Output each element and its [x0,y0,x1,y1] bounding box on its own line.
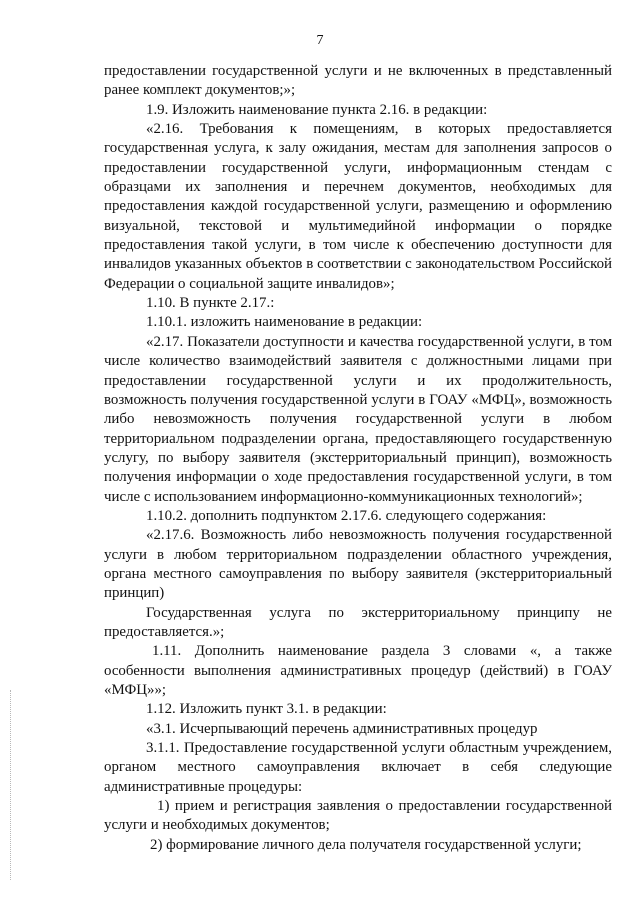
paragraph-1-11: 1.11. Дополнить наименование раздела 3 словами «, а также особенности выполнения административных процедур (действий) в ГОАУ «МФЦ»»; [104,643,612,698]
paragraph-1-10: 1.10. В пункте 2.17.: [146,295,275,312]
paragraph-1-12: 1.12. Изложить пункт 3.1. в редакции: [146,701,387,718]
paragraph-1-9: 1.9. Изложить наименование пункта 2.16. в редакции: [146,101,488,118]
paragraph-3-1-1: 3.1.1. Предоставление государственной услуги областным учреждением, органом местного самоуправления включает в себя следующие административные процедуры: [104,740,612,795]
paragraph-continuation: предоставлении государственной услуги и не включенных в представленный ранее комплект документов;»; [104,63,612,99]
paragraph-2-16: «2.16. Требования к помещениям, в которых предоставляется государственная услуга, к залу ожидания, местам для заполнения запросов о предоставлении государственной услуги, информационным стендам с образцами их заполнения и перечнем документов, необходимых для предоставления каждой государственной услуги, размещению и оформлению визуальной, текстовой и мультимедийной информации о порядке предоставления такой услуги, в том числе к обеспечению доступности для инвалидов указанных объектов в соответствии с законодательством Российской Федерации о социальной защите инвалидов»; [104,121,612,292]
paragraph-2-17: «2.17. Показатели доступности и качества государственной услуги, в том числе количество взаимодействий заявителя с должностными лицами при предоставлении государственной услуги и их продолжительность, возможность получения государственной услуги в ГОАУ «МФЦ», возможность либо невозможность получения государственной услуги в любом территориальном подразделении органа, предоставляющего государственную услугу, по выбору заявителя (экстерриториальный принцип), возможность получения информации о ходе предоставления государственной услуги, в том числе с использованием информационно-коммуникационных технологий»; [104,333,612,505]
list-item-1: 1) прием и регистрация заявления о предоставлении государственной услуги и необходимых документов; [104,798,612,834]
scan-margin-mark [10,690,12,880]
document-body [104,62,612,855]
page-number: 7 [316,33,324,48]
list-item-2: 2) формирование личного дела получателя государственной услуги; [150,836,582,853]
paragraph-extraterritorial: Государственная услуга по экстерриториальному принципу не предоставляется.»; [104,604,612,640]
paragraph-3-1: «3.1. Исчерпывающий перечень административных процедур [146,720,538,737]
paragraph-1-10-2: 1.10.2. дополнить подпунктом 2.17.6. следующего содержания: [146,507,547,524]
paragraph-1-10-1: 1.10.1. изложить наименование в редакции: [146,314,423,331]
paragraph-2-17-6: «2.17.6. Возможность либо невозможность получения государственной услуги в любом территориальном подразделении областного учреждения, органа местного самоуправления по выбору заявителя (экстерриториальный принцип) [104,527,612,602]
